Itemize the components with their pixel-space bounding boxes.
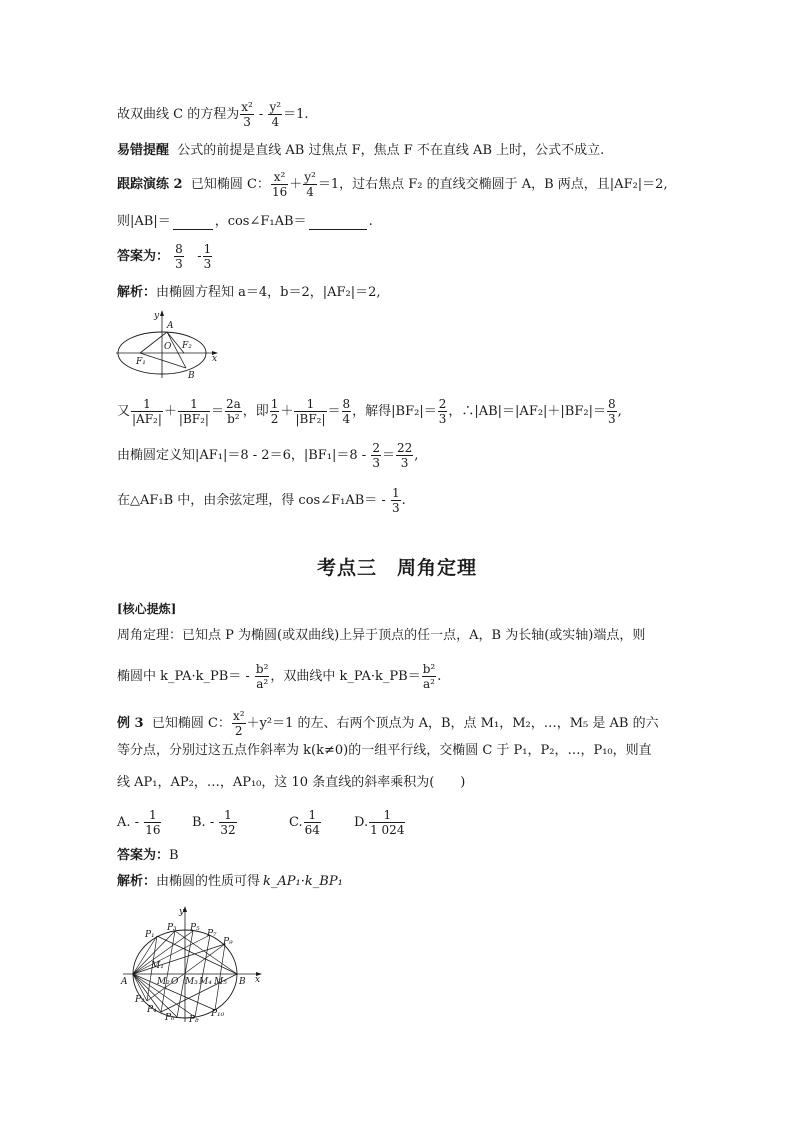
option-c: C. $\frac{1}{64}$ [289,808,320,837]
fig2-label-p4: P₄ [147,1005,157,1015]
fig2-label-m1: M₁ [151,961,164,971]
fig2-label-p8: P₈ [189,1015,199,1024]
ellipse-figure-1 [112,308,224,380]
equation-2: 由椭圆定义知|AF₁|＝8 - 2＝6，|BF₁|＝8 - $\frac{2}{3}$ ＝ $\frac{22}{3}$ , [117,441,419,470]
analysis-2: 解析：由椭圆的性质可得 k_AP₁·k_BP₁ [117,874,343,889]
option-a: A. - $\frac{1}{16}$ [117,808,161,837]
fig2-label-m4: M₄ [199,977,212,987]
fig2-label-m5: M₅ [214,977,227,987]
example-3-line-2: 等分点，分别过这五点作斜率为 k(k≠0)的一组平行线，交椭圆 C 于 P₁，P₂，…，P₁₀，则直 [117,743,652,758]
error-tip: 易错提醒 公式的前提是直线 AB 过焦点 F，焦点 F 不在直线 AB 上时，公式不成立. [117,143,605,158]
fig1-label-o: O [164,342,172,352]
line-hyperbola-equation: 故双曲线 C 的方程为 $\frac{\text{x²}}{3}$ - $\frac{\text{y²}}{4}$ ＝1. [117,100,309,129]
option-d: D. $\frac{1}{1 024}$ [354,808,405,837]
fig1-label-a: A [167,321,174,331]
example-3-line-3: 线 AP₁，AP₂，…，AP₁₀，这 10 条直线的斜率乘积为( ) [117,775,466,790]
exercise-2: 跟踪演练 2 已知椭圆 C： $\frac{\text{x²}}{16}$ ＋ $\frac{\text{y²}}{4}$ ＝1，过右焦点 F₂ 的直线交椭圆于 A，B 两点，且|AF₂|＝2, [117,170,668,199]
fig2-label-b: B [239,977,246,987]
fig2-label-p9: P₉ [223,937,233,947]
fig2-label-x: x [255,975,261,985]
fig2-label-m2: M₂ [157,977,170,987]
exercise-2-question: 则|AB|＝ ，cos∠F₁AB＝ . [117,214,373,229]
ellipse-figure-2 [117,904,267,1024]
fig2-label-p2: P₂ [135,995,145,1005]
fig2-label-p5: P₅ [190,923,200,933]
analysis-1: 解析：由椭圆方程知 a＝4，b＝2，|AF₂|＝2, [117,285,381,300]
fig2-label-a: A [121,977,128,987]
fig1-label-x: x [212,354,218,364]
equation-3: 在△AF₁B 中，由余弦定理，得 cos∠F₁AB＝ - $\frac{1}{3}$ . [117,486,406,515]
option-b: B. - $\frac{1}{32}$ [192,808,236,837]
theorem-line-1: 周角定理：已知点 P 为椭圆(或双曲线)上异于顶点的任一点，A，B 为长轴(或实轴)端点，则 [117,628,646,643]
section-title: 考点三 周角定理 [316,557,477,579]
fig1-label-f2: F₂ [182,341,192,351]
equation-1: 又 $\frac{1}{\text{|AF₂|}}$ ＋ $\frac{1}{\text{|BF₂|}}$ ＝ $\frac{2a}{\text{b²}}$ ，即 $\frac{1}{2}$ ＋ $\frac{1}{\text{|BF₂|}}$ ＝ $\frac{8}{4}$ ，解得|BF₂|＝ $\frac{2}{3}$ ，∴|AB|＝|AF₂|＋|BF₂|＝ $\frac{8}{3}$ , [117,397,622,426]
answer-2: 答案为：B [117,848,179,863]
fig2-label-p1: P₁ [145,930,155,940]
fig1-label-b: B [188,371,195,380]
answer-1: 答案为： $\frac{8}{3}$ - $\frac{1}{3}$ [117,242,212,271]
fig2-label-p6: P₆ [165,1013,175,1023]
fig1-label-y: y [154,311,160,321]
fig2-label-p7: P₇ [207,929,217,939]
example-3-line-1: 例 3 已知椭圆 C： $\frac{\text{x²}}{2}$ ＋y²＝1 的左、右两个顶点为 A，B，点 M₁，M₂，…，M₅ 是 AB 的六 [117,709,659,738]
theorem-line-2: 椭圆中 k_PA·k_PB＝ - $\frac{\text{b²}}{\text{a²}}$ ，双曲线中 k_PA·k_PB＝ $\frac{\text{b²}}{\text{a²}}$ . [117,662,442,691]
fig2-label-p3: P₃ [167,923,177,933]
fig2-label-m3: M₃ [185,977,198,987]
fig2-label-o: O [171,977,179,987]
fig2-label-y: y [179,907,185,917]
fig1-label-f1: F₁ [136,357,146,367]
fig2-label-p10: P₁₀ [211,1009,225,1019]
core-heading: [核心提炼] [117,602,177,616]
